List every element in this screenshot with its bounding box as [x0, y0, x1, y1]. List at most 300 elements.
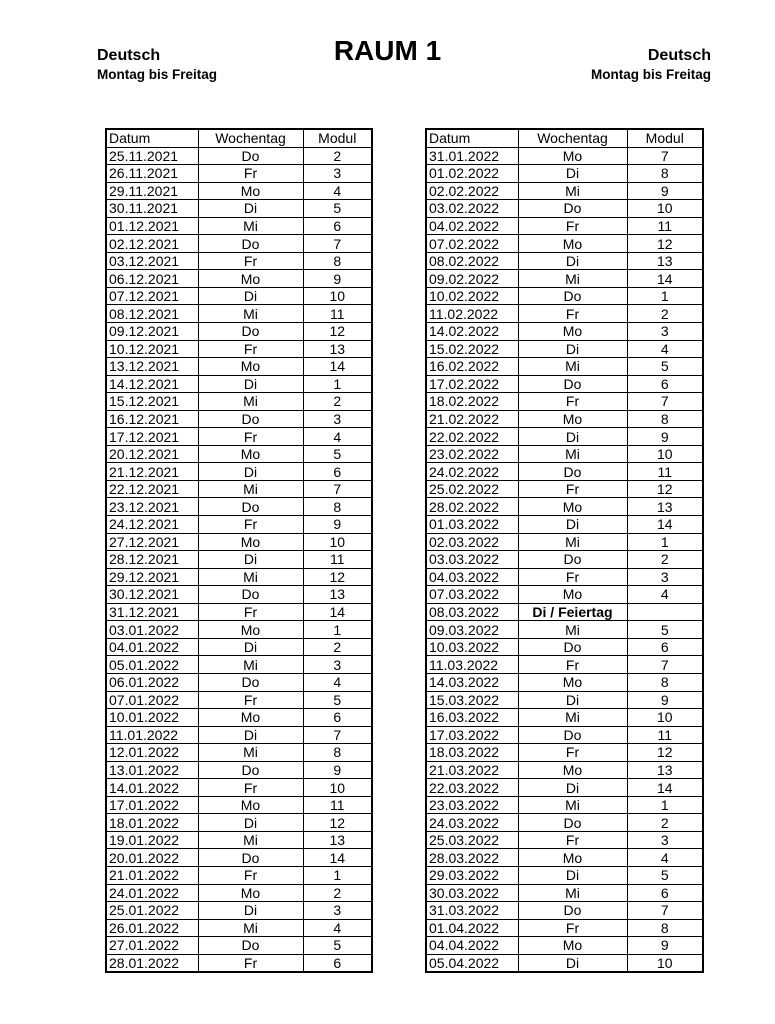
module-cell: 12	[627, 744, 703, 762]
table-row	[106, 428, 372, 446]
date-cell: 21.02.2022	[426, 410, 518, 428]
module-cell: 7	[303, 480, 372, 498]
weekday-cell: Fr	[198, 779, 303, 797]
module-cell: 4	[627, 340, 703, 358]
module-cell: 14	[303, 849, 372, 867]
weekday-cell: Mi	[198, 393, 303, 411]
table-row	[106, 533, 372, 551]
date-cell: 28.12.2021	[106, 551, 198, 569]
table-row	[426, 849, 703, 867]
date-cell: 18.02.2022	[426, 393, 518, 411]
module-cell: 2	[303, 393, 372, 411]
date-cell: 09.12.2021	[106, 323, 198, 341]
weekday-cell: Di / Feiertag	[518, 603, 627, 621]
weekday-cell: Do	[198, 761, 303, 779]
date-cell: 16.02.2022	[426, 358, 518, 376]
module-cell: 14	[303, 358, 372, 376]
table-row	[106, 287, 372, 305]
date-cell: 03.02.2022	[426, 200, 518, 218]
table-row	[426, 744, 703, 762]
module-cell: 7	[303, 235, 372, 253]
module-cell: 6	[627, 884, 703, 902]
date-cell: 22.12.2021	[106, 480, 198, 498]
table-row	[106, 305, 372, 323]
weekday-cell: Mo	[518, 410, 627, 428]
module-cell: 5	[303, 691, 372, 709]
weekday-cell: Di	[518, 516, 627, 534]
table-row	[106, 200, 372, 218]
weekday-cell: Fr	[198, 340, 303, 358]
module-cell: 9	[627, 428, 703, 446]
weekday-cell: Di	[198, 287, 303, 305]
date-cell: 31.12.2021	[106, 603, 198, 621]
module-cell: 7	[627, 147, 703, 165]
date-cell: 19.01.2022	[106, 831, 198, 849]
date-cell: 25.11.2021	[106, 147, 198, 165]
table-row	[426, 726, 703, 744]
module-cell: 5	[627, 358, 703, 376]
table-row	[426, 603, 703, 621]
language-label-left: Deutsch	[97, 47, 161, 64]
date-cell: 16.12.2021	[106, 410, 198, 428]
date-cell: 25.02.2022	[426, 480, 518, 498]
module-cell: 13	[303, 340, 372, 358]
module-cell: 1	[303, 866, 372, 884]
table-row	[426, 884, 703, 902]
column-header-module: Modul	[303, 129, 372, 147]
table-row	[426, 656, 703, 674]
table-row	[106, 551, 372, 569]
table-row	[106, 147, 372, 165]
weekday-cell: Do	[518, 375, 627, 393]
module-cell: 5	[303, 445, 372, 463]
table-row	[106, 726, 372, 744]
module-cell: 2	[303, 638, 372, 656]
weekday-cell: Di	[518, 252, 627, 270]
date-cell: 16.03.2022	[426, 709, 518, 727]
date-cell: 01.03.2022	[426, 516, 518, 534]
date-cell: 20.12.2021	[106, 445, 198, 463]
module-cell: 9	[627, 937, 703, 955]
weekday-cell: Do	[518, 287, 627, 305]
table-row	[106, 779, 372, 797]
module-cell: 11	[627, 463, 703, 481]
weekday-cell: Fr	[198, 954, 303, 972]
date-cell: 10.12.2021	[106, 340, 198, 358]
table-header-row	[426, 129, 703, 147]
weekday-cell: Fr	[198, 516, 303, 534]
date-cell: 30.12.2021	[106, 586, 198, 604]
table-row	[426, 147, 703, 165]
weekday-cell: Do	[518, 200, 627, 218]
table-row	[426, 866, 703, 884]
date-cell: 15.02.2022	[426, 340, 518, 358]
date-cell: 21.12.2021	[106, 463, 198, 481]
module-cell: 10	[627, 954, 703, 972]
module-cell: 5	[303, 937, 372, 955]
date-cell: 06.12.2021	[106, 270, 198, 288]
module-cell: 13	[303, 586, 372, 604]
weekday-cell: Mi	[198, 217, 303, 235]
module-cell: 12	[303, 568, 372, 586]
weekday-cell: Fr	[518, 919, 627, 937]
date-cell: 02.03.2022	[426, 533, 518, 551]
module-cell: 1	[627, 533, 703, 551]
date-cell: 11.02.2022	[426, 305, 518, 323]
date-cell: 07.01.2022	[106, 691, 198, 709]
table-row	[426, 779, 703, 797]
date-cell: 28.01.2022	[106, 954, 198, 972]
table-row	[426, 621, 703, 639]
table-row	[426, 638, 703, 656]
date-cell: 31.03.2022	[426, 902, 518, 920]
module-cell: 4	[303, 673, 372, 691]
date-cell: 29.12.2021	[106, 568, 198, 586]
weekday-cell: Fr	[518, 480, 627, 498]
date-cell: 25.03.2022	[426, 831, 518, 849]
table-row	[426, 568, 703, 586]
date-cell: 03.03.2022	[426, 551, 518, 569]
date-cell: 14.02.2022	[426, 323, 518, 341]
weekday-cell: Fr	[518, 305, 627, 323]
schedule-days-right: Montag bis Freitag	[590, 67, 711, 82]
module-cell: 2	[627, 814, 703, 832]
table-row	[426, 270, 703, 288]
date-cell: 14.12.2021	[106, 375, 198, 393]
table-row	[106, 252, 372, 270]
table-row	[426, 217, 703, 235]
table-row	[106, 621, 372, 639]
module-cell: 4	[303, 182, 372, 200]
module-cell: 11	[627, 217, 703, 235]
module-cell: 11	[303, 796, 372, 814]
table-row	[426, 480, 703, 498]
weekday-cell: Mo	[518, 673, 627, 691]
weekday-cell: Do	[198, 498, 303, 516]
table-row	[106, 375, 372, 393]
table-row	[426, 340, 703, 358]
weekday-cell: Do	[198, 147, 303, 165]
module-cell: 8	[303, 498, 372, 516]
column-header-date: Datum	[426, 129, 518, 147]
table-row	[106, 358, 372, 376]
date-cell: 02.02.2022	[426, 182, 518, 200]
table-row	[106, 270, 372, 288]
date-cell: 08.03.2022	[426, 603, 518, 621]
date-cell: 05.01.2022	[106, 656, 198, 674]
weekday-cell: Mo	[518, 323, 627, 341]
date-cell: 05.04.2022	[426, 954, 518, 972]
module-cell: 3	[627, 568, 703, 586]
column-header-weekday: Wochentag	[518, 129, 627, 147]
date-cell: 12.01.2022	[106, 744, 198, 762]
weekday-cell: Di	[518, 340, 627, 358]
table-row	[426, 252, 703, 270]
module-cell: 3	[303, 656, 372, 674]
weekday-cell: Mi	[518, 533, 627, 551]
module-cell: 2	[303, 884, 372, 902]
module-cell: 4	[627, 586, 703, 604]
date-cell: 09.03.2022	[426, 621, 518, 639]
weekday-cell: Di	[518, 866, 627, 884]
date-cell: 04.03.2022	[426, 568, 518, 586]
module-cell: 5	[627, 621, 703, 639]
table-row	[426, 954, 703, 972]
module-cell: 12	[303, 814, 372, 832]
date-cell: 23.03.2022	[426, 796, 518, 814]
table-row	[426, 428, 703, 446]
date-cell: 26.11.2021	[106, 165, 198, 183]
module-cell: 10	[303, 779, 372, 797]
table-header-row	[106, 129, 372, 147]
module-cell: 3	[627, 323, 703, 341]
date-cell: 08.12.2021	[106, 305, 198, 323]
date-cell: 25.01.2022	[106, 902, 198, 920]
table-row	[426, 200, 703, 218]
weekday-cell: Mi	[198, 305, 303, 323]
weekday-cell: Fr	[518, 393, 627, 411]
table-row	[106, 709, 372, 727]
table-row	[426, 182, 703, 200]
table-row	[106, 919, 372, 937]
weekday-cell: Do	[198, 235, 303, 253]
date-cell: 15.03.2022	[426, 691, 518, 709]
table-row	[426, 551, 703, 569]
date-cell: 20.01.2022	[106, 849, 198, 867]
module-cell: 3	[303, 902, 372, 920]
module-cell: 6	[303, 217, 372, 235]
date-cell: 11.01.2022	[106, 726, 198, 744]
column-header-weekday: Wochentag	[198, 129, 303, 147]
module-cell: 11	[303, 551, 372, 569]
date-cell: 15.12.2021	[106, 393, 198, 411]
weekday-cell: Di	[198, 726, 303, 744]
weekday-cell: Di	[198, 551, 303, 569]
module-cell: 2	[627, 551, 703, 569]
weekday-cell: Di	[198, 200, 303, 218]
weekday-cell: Di	[518, 691, 627, 709]
module-cell: 3	[303, 410, 372, 428]
module-cell: 1	[627, 287, 703, 305]
weekday-cell: Di	[198, 638, 303, 656]
table-row	[106, 902, 372, 920]
weekday-cell: Do	[198, 673, 303, 691]
weekday-cell: Mi	[518, 270, 627, 288]
table-row	[426, 358, 703, 376]
date-cell: 28.03.2022	[426, 849, 518, 867]
table-row	[106, 673, 372, 691]
weekday-cell: Di	[518, 165, 627, 183]
module-cell: 13	[303, 831, 372, 849]
weekday-cell: Mo	[518, 586, 627, 604]
table-row	[106, 691, 372, 709]
module-cell: 13	[627, 761, 703, 779]
module-cell: 7	[627, 902, 703, 920]
table-row	[106, 182, 372, 200]
schedule-days-left: Montag bis Freitag	[97, 67, 218, 82]
date-cell: 18.03.2022	[426, 744, 518, 762]
date-cell: 23.02.2022	[426, 445, 518, 463]
weekday-cell: Fr	[518, 568, 627, 586]
weekday-cell: Do	[198, 586, 303, 604]
module-cell: 9	[627, 182, 703, 200]
table-row	[426, 796, 703, 814]
module-cell: 6	[303, 954, 372, 972]
table-row	[106, 340, 372, 358]
weekday-cell: Mo	[198, 884, 303, 902]
date-cell: 04.04.2022	[426, 937, 518, 955]
table-row	[106, 480, 372, 498]
module-cell: 13	[627, 252, 703, 270]
weekday-cell: Do	[518, 726, 627, 744]
table-row	[426, 463, 703, 481]
date-cell: 28.02.2022	[426, 498, 518, 516]
table-row	[426, 410, 703, 428]
weekday-cell: Do	[518, 902, 627, 920]
table-row	[426, 165, 703, 183]
date-cell: 01.12.2021	[106, 217, 198, 235]
date-cell: 07.03.2022	[426, 586, 518, 604]
module-cell: 7	[303, 726, 372, 744]
module-cell: 6	[303, 463, 372, 481]
date-cell: 27.01.2022	[106, 937, 198, 955]
weekday-cell: Mo	[518, 498, 627, 516]
table-row	[106, 937, 372, 955]
table-row	[426, 375, 703, 393]
page-title: RAUM 1	[333, 35, 442, 66]
weekday-cell: Mi	[198, 831, 303, 849]
module-cell: 2	[627, 305, 703, 323]
module-cell: 6	[627, 375, 703, 393]
schedule-table-left	[105, 128, 373, 973]
weekday-cell: Mo	[198, 270, 303, 288]
date-cell: 10.03.2022	[426, 638, 518, 656]
table-row	[106, 235, 372, 253]
module-cell: 8	[627, 673, 703, 691]
module-cell: 4	[303, 428, 372, 446]
module-cell: 5	[303, 200, 372, 218]
table-row	[106, 796, 372, 814]
date-cell: 09.02.2022	[426, 270, 518, 288]
module-cell: 9	[303, 516, 372, 534]
weekday-cell: Mi	[198, 568, 303, 586]
table-row	[106, 638, 372, 656]
table-row	[426, 305, 703, 323]
module-cell: 1	[303, 621, 372, 639]
date-cell: 06.01.2022	[106, 673, 198, 691]
table-row	[106, 568, 372, 586]
weekday-cell: Mo	[198, 796, 303, 814]
module-cell: 10	[627, 709, 703, 727]
table-row	[106, 884, 372, 902]
weekday-cell: Fr	[518, 744, 627, 762]
weekday-cell: Do	[518, 638, 627, 656]
header-right	[591, 46, 711, 84]
table-row	[106, 866, 372, 884]
date-cell: 04.02.2022	[426, 217, 518, 235]
module-cell: 8	[627, 410, 703, 428]
module-cell: 11	[627, 726, 703, 744]
weekday-cell: Di	[198, 375, 303, 393]
table-row	[106, 603, 372, 621]
date-cell: 03.12.2021	[106, 252, 198, 270]
module-cell: 12	[303, 323, 372, 341]
module-cell	[627, 603, 703, 621]
module-cell: 5	[627, 866, 703, 884]
table-row	[426, 919, 703, 937]
module-cell: 9	[303, 270, 372, 288]
weekday-cell: Mi	[198, 656, 303, 674]
weekday-cell: Mi	[518, 884, 627, 902]
weekday-cell: Mo	[198, 533, 303, 551]
column-header-module: Modul	[627, 129, 703, 147]
date-cell: 29.11.2021	[106, 182, 198, 200]
date-cell: 24.12.2021	[106, 516, 198, 534]
weekday-cell: Mi	[518, 796, 627, 814]
table-row	[426, 902, 703, 920]
date-cell: 18.01.2022	[106, 814, 198, 832]
weekday-cell: Mo	[518, 147, 627, 165]
weekday-cell: Mo	[198, 358, 303, 376]
weekday-cell: Di	[518, 779, 627, 797]
table-row	[426, 516, 703, 534]
weekday-cell: Do	[518, 814, 627, 832]
language-label-right: Deutsch	[647, 47, 711, 64]
weekday-cell: Mo	[198, 445, 303, 463]
weekday-cell: Mo	[518, 235, 627, 253]
table-row	[426, 533, 703, 551]
weekday-cell: Mo	[518, 849, 627, 867]
module-cell: 9	[627, 691, 703, 709]
date-cell: 14.01.2022	[106, 779, 198, 797]
module-cell: 7	[627, 393, 703, 411]
table-row	[426, 709, 703, 727]
weekday-cell: Mo	[518, 761, 627, 779]
module-cell: 6	[627, 638, 703, 656]
weekday-cell: Mi	[518, 445, 627, 463]
module-cell: 8	[627, 919, 703, 937]
module-cell: 12	[627, 235, 703, 253]
date-cell: 31.01.2022	[426, 147, 518, 165]
weekday-cell: Fr	[198, 165, 303, 183]
date-cell: 21.03.2022	[426, 761, 518, 779]
module-cell: 7	[627, 656, 703, 674]
module-cell: 12	[627, 480, 703, 498]
date-cell: 17.01.2022	[106, 796, 198, 814]
date-cell: 21.01.2022	[106, 866, 198, 884]
module-cell: 13	[627, 498, 703, 516]
module-cell: 14	[303, 603, 372, 621]
date-cell: 02.12.2021	[106, 235, 198, 253]
table-row	[106, 498, 372, 516]
date-cell: 24.02.2022	[426, 463, 518, 481]
date-cell: 29.03.2022	[426, 866, 518, 884]
date-cell: 30.11.2021	[106, 200, 198, 218]
table-row	[106, 165, 372, 183]
date-cell: 23.12.2021	[106, 498, 198, 516]
table-row	[426, 586, 703, 604]
table-row	[426, 673, 703, 691]
weekday-cell: Do	[198, 323, 303, 341]
date-cell: 01.02.2022	[426, 165, 518, 183]
date-cell: 17.03.2022	[426, 726, 518, 744]
table-row	[426, 393, 703, 411]
date-cell: 07.12.2021	[106, 287, 198, 305]
weekday-cell: Di	[518, 954, 627, 972]
module-cell: 10	[303, 287, 372, 305]
module-cell: 2	[303, 147, 372, 165]
table-row	[106, 849, 372, 867]
